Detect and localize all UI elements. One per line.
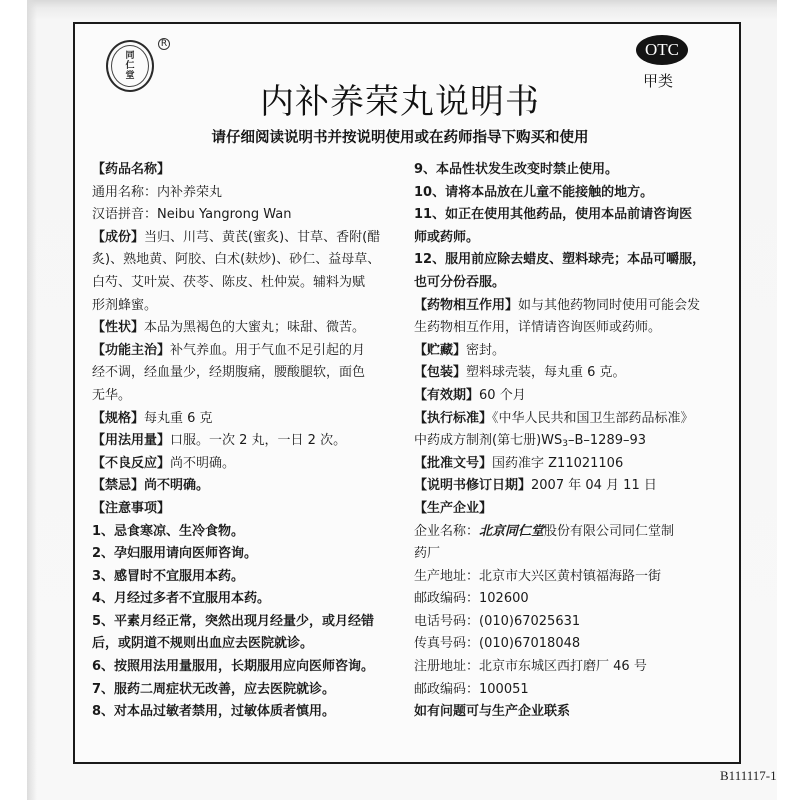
approval-row xyxy=(414,453,732,476)
pinyin-label: 汉语拼音： xyxy=(92,207,158,223)
section-heading-manufacturer: 【生产企业】 xyxy=(414,500,493,516)
postcode-row xyxy=(414,588,732,611)
postcode-label: 邮政编码： xyxy=(414,591,480,607)
precaution-item-12b: 也可分份吞服。 xyxy=(414,274,506,290)
indications-text-1: 补气养血。用于气血不足引起的月 xyxy=(170,342,366,358)
section-heading-standard: 【执行标准】 xyxy=(414,410,493,426)
ingredients-row xyxy=(92,227,410,250)
company-brand-calligraphy: 北京同仁堂 xyxy=(479,523,545,539)
section-heading-spec: 【规格】 xyxy=(92,410,145,426)
contact-note: 如有问题可与生产企业联系 xyxy=(414,704,571,720)
storage-text: 密封。 xyxy=(466,342,506,358)
dosage-text: 口服。一次 2 丸，一日 2 次。 xyxy=(170,433,347,449)
character-text: 本品为黑褐色的大蜜丸；味甜、微苦。 xyxy=(144,320,366,336)
section-heading-indications: 【功能主治】 xyxy=(92,342,171,358)
phone-row xyxy=(414,611,732,634)
document-title: 内补养荣丸说明书 xyxy=(260,82,540,122)
dosage-row xyxy=(92,430,410,453)
indications-text-2: 经不调，经血量少，经期腹痛，腰酸腿软，面色 xyxy=(92,365,366,381)
standard-text-1: 《中华人民共和国卫生部药品标准》 xyxy=(492,410,694,426)
interactions-text-2: 生药物相互作用，详情请咨询医师或药师。 xyxy=(414,320,662,336)
registered-trademark-icon: R xyxy=(158,38,170,50)
section-heading-precautions: 【注意事项】 xyxy=(92,500,171,516)
package-row xyxy=(414,362,732,385)
fax-value: (010)67018048 xyxy=(479,636,581,652)
revision-row xyxy=(414,475,732,498)
right-column xyxy=(414,159,732,724)
precaution-item-7: 7、服药二周症状无改善，应去医院就诊。 xyxy=(92,681,336,697)
section-heading-dosage: 【用法用量】 xyxy=(92,433,171,449)
company-label: 企业名称： xyxy=(414,523,480,539)
section-heading-ingredients: 【成份】 xyxy=(92,229,145,245)
logo-char-2: 仁 xyxy=(125,61,135,71)
reg-postcode-row xyxy=(414,679,732,702)
section-heading-character: 【性状】 xyxy=(92,320,145,336)
precaution-item-5b: 后，或阴道不规则出血应去医院就诊。 xyxy=(92,636,314,652)
indications-text-3: 无华。 xyxy=(92,387,132,403)
ingredients-text-1: 当归、川芎、黄芪(蜜炙)、甘草、香附(醋 xyxy=(144,229,381,245)
reg-postcode-value: 100051 xyxy=(479,681,529,697)
company-name-rest: 股份有限公司同仁堂制 xyxy=(544,523,675,539)
precaution-item-3: 3、感冒时不宜服用本药。 xyxy=(92,568,245,584)
expiry-row xyxy=(414,385,732,408)
phone-value: (010)67025631 xyxy=(479,613,581,629)
precaution-item-5a: 5、平素月经正常，突然出现月经量少，或月经错 xyxy=(92,613,375,629)
section-heading-adverse: 【不良反应】 xyxy=(92,455,171,471)
otc-badge: OTC xyxy=(636,35,688,65)
ingredients-text-2: 炙)、熟地黄、阿胶、白术(麸炒)、砂仁、益母草、 xyxy=(92,252,381,268)
reg-address-row xyxy=(414,656,732,679)
section-heading-interactions: 【药物相互作用】 xyxy=(414,297,519,313)
contra-text: 尚不明确。 xyxy=(144,478,210,494)
company-name-line2: 药厂 xyxy=(414,546,441,562)
reg-address-label: 注册地址： xyxy=(414,659,480,675)
address-value: 北京市大兴区黄村镇福海路一街 xyxy=(479,568,662,584)
adverse-text: 尚不明确。 xyxy=(170,455,236,471)
section-heading-package: 【包装】 xyxy=(414,365,467,381)
section-heading-expiry: 【有效期】 xyxy=(414,387,480,403)
contra-row xyxy=(92,475,410,498)
precaution-item-6: 6、按照用法用量服用，长期服用应向医师咨询。 xyxy=(92,659,375,675)
ingredients-text-4: 形剂蜂蜜。 xyxy=(92,297,158,313)
company-row xyxy=(414,521,732,544)
ingredients-text-3: 白芍、艾叶炭、茯苓、陈皮、杜仲炭。辅料为赋 xyxy=(92,274,366,290)
expiry-text: 60 个月 xyxy=(479,387,526,403)
indications-row xyxy=(92,340,410,363)
generic-name-value: 内补养荣丸 xyxy=(157,184,223,200)
character-row xyxy=(92,317,410,340)
storage-row xyxy=(414,340,732,363)
precaution-item-12a: 12、服用前应除去蜡皮、塑料球壳；本品可嚼服， xyxy=(414,252,706,268)
interactions-text-1: 如与其他药物同时使用可能会发 xyxy=(518,297,701,313)
precaution-item-11b: 师或药师。 xyxy=(414,229,480,245)
revision-date: 2007 年 04 月 11 日 xyxy=(531,478,657,494)
adverse-row xyxy=(92,453,410,476)
section-heading-revision-date: 【说明书修订日期】 xyxy=(414,478,532,494)
fax-label: 传真号码： xyxy=(414,636,480,652)
print-code: B111117-1 xyxy=(720,768,777,783)
standard-subscript: 3 xyxy=(562,439,568,450)
logo-char-1: 同 xyxy=(125,51,135,61)
address-row xyxy=(414,566,732,589)
standard-text-2 xyxy=(414,430,732,453)
phone-label: 电话号码： xyxy=(414,613,480,629)
otc-class-label: 甲类 xyxy=(643,72,674,90)
precaution-item-11a: 11、如正在使用其他药品，使用本品前请咨询医 xyxy=(414,207,693,223)
package-text: 塑料球壳装，每丸重 6 克。 xyxy=(466,365,626,381)
standard-suffix: –B–1289–93 xyxy=(567,433,647,449)
approval-number: 国药准字 Z11021106 xyxy=(492,455,624,471)
precaution-item-4: 4、月经过多者不宜服用本药。 xyxy=(92,591,271,607)
pinyin-value: Neibu Yangrong Wan xyxy=(157,207,292,223)
interactions-row xyxy=(414,295,732,318)
precaution-item-9: 9、本品性状发生改变时禁止使用。 xyxy=(414,162,619,177)
precaution-item-10: 10、请将本品放在儿童不能接触的地方。 xyxy=(414,184,654,200)
left-column xyxy=(92,159,410,724)
pinyin-row xyxy=(92,204,410,227)
section-heading-storage: 【贮藏】 xyxy=(414,342,467,358)
precaution-item-8: 8、对本品过敏者禁用，过敏体质者慎用。 xyxy=(92,704,336,720)
postcode-value: 102600 xyxy=(479,591,529,607)
section-heading-drug-name: 【药品名称】 xyxy=(92,162,171,177)
section-heading-approval: 【批准文号】 xyxy=(414,455,493,471)
fax-row xyxy=(414,633,732,656)
precaution-item-1: 1、忌食寒凉、生冷食物。 xyxy=(92,523,245,539)
section-heading-contraindications: 【禁忌】 xyxy=(92,478,145,494)
address-label: 生产地址： xyxy=(414,568,480,584)
standard-prefix: 中药成方制剂(第七册)WS xyxy=(414,433,563,449)
document-subtitle: 请仔细阅读说明书并按说明使用或在药师指导下购买和使用 xyxy=(211,130,589,146)
precaution-item-2: 2、孕妇服用请向医师咨询。 xyxy=(92,546,258,562)
logo-char-3: 堂 xyxy=(125,71,135,81)
standard-row xyxy=(414,408,732,431)
reg-postcode-label: 邮政编码： xyxy=(414,681,480,697)
reg-address-value: 北京市东城区西打磨厂 46 号 xyxy=(479,659,647,675)
generic-name-label: 通用名称： xyxy=(92,184,158,200)
spec-text: 每丸重 6 克 xyxy=(144,410,213,426)
spec-row xyxy=(92,408,410,431)
generic-name-row xyxy=(92,182,410,205)
